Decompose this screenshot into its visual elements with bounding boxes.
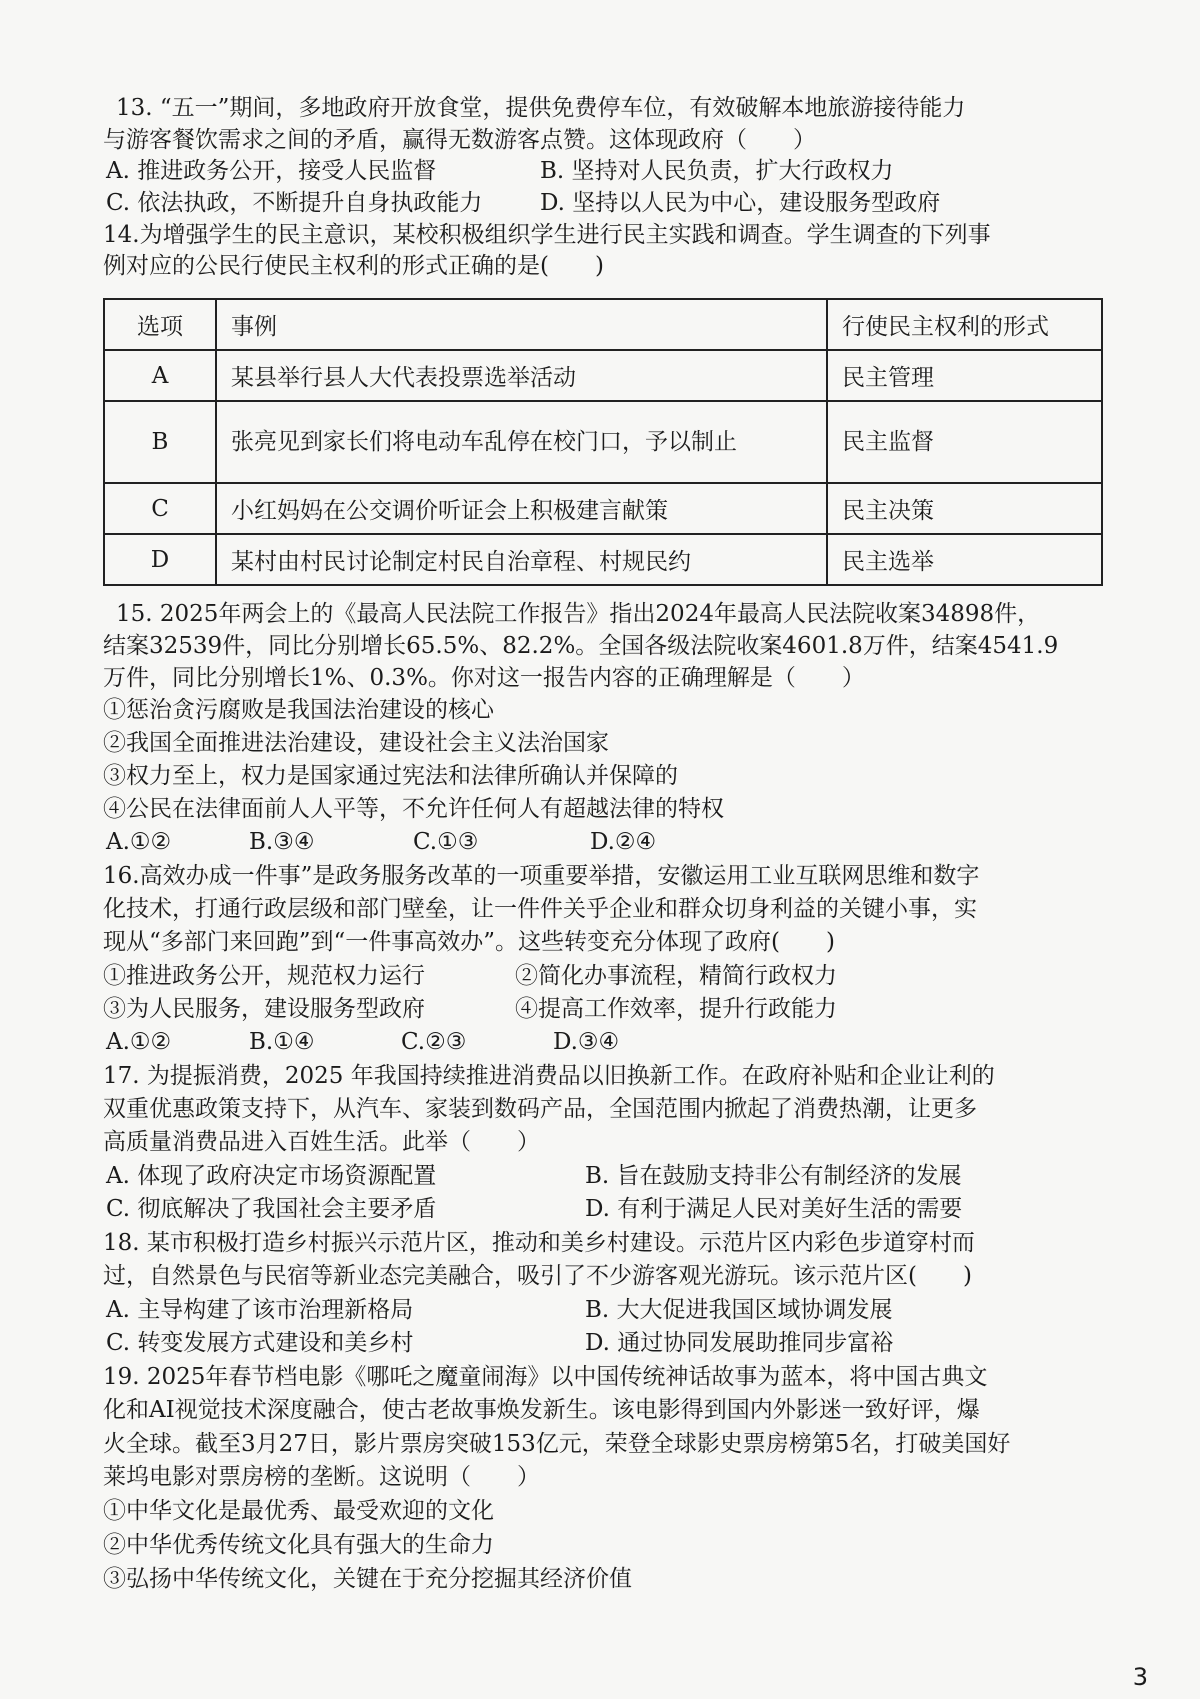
table-cell-option: A	[104, 350, 216, 401]
q15-statement-3: ③权力至上，权力是国家通过宪法和法律所确认并保障的	[103, 763, 678, 789]
table-cell-example: 小红妈妈在公交调价听证会上积极建言献策	[216, 483, 827, 534]
q13-option-b: B. 坚持对人民负责，扩大行政权力	[540, 158, 894, 184]
q15-statement-4: ④公民在法律面前人人平等，不允许任何人有超越法律的特权	[103, 796, 724, 822]
q15-option-d: D.②④	[590, 829, 657, 855]
q15-option-c: C.①③	[413, 829, 479, 855]
table-row	[104, 483, 1102, 534]
q17-option-a: A. 体现了政府决定市场资源配置	[106, 1163, 437, 1189]
table-cell-option: B	[104, 401, 216, 483]
table-header-example: 事例	[216, 299, 827, 350]
q19-stem-line-2: 化和AI视觉技术深度融合，使古老故事焕发新生。该电影得到国内外影迷一致好评，爆	[103, 1397, 980, 1423]
q18-option-d: D. 通过协同发展助推同步富裕	[585, 1330, 894, 1356]
q16-option-a: A.①②	[106, 1029, 172, 1055]
q19-statement-3: ③弘扬中华传统文化，关键在于充分挖掘其经济价值	[103, 1566, 632, 1592]
q15-stem-line-2: 结案32539件，同比分别增长65.5%、82.2%。全国各级法院收案4601.8万件，结案4541.9	[103, 633, 1059, 659]
q15-statement-1: ①惩治贪污腐败是我国法治建设的核心	[103, 697, 494, 723]
q13-option-c: C. 依法执政，不断提升自身执政能力	[106, 190, 483, 216]
q15-option-b: B.③④	[249, 829, 315, 855]
q17-option-d: D. 有利于满足人民对美好生活的需要	[585, 1196, 963, 1222]
q15-stem-line-1: 15. 2025年两会上的《最高人民法院工作报告》指出2024年最高人民法院收案34898件，	[116, 601, 1041, 627]
q15-option-a: A.①②	[106, 829, 172, 855]
q16-statement-4: ④提高工作效率，提升行政能力	[515, 996, 837, 1022]
table-row	[104, 350, 1102, 401]
q16-option-b: B.①④	[249, 1029, 315, 1055]
table-cell-option: C	[104, 483, 216, 534]
table-cell-example: 某村由村民讨论制定村民自治章程、村规民约	[216, 534, 827, 585]
q17-stem-line-3: 高质量消费品进入百姓生活。此举（ ）	[103, 1129, 540, 1155]
q18-stem-line-2: 过，自然景色与民宿等新业态完美融合，吸引了不少游客观光游玩。该示范片区( )	[103, 1263, 972, 1289]
q16-option-c: C.②③	[401, 1029, 467, 1055]
table-cell-form: 民主选举	[827, 534, 1102, 585]
q13-stem-line-1: 13. “五一”期间，多地政府开放食堂，提供免费停车位，有效破解本地旅游接待能力	[116, 95, 966, 121]
q15-statement-2: ②我国全面推进法治建设，建设社会主义法治国家	[103, 730, 609, 756]
q16-statement-1: ①推进政务公开，规范权力运行	[103, 963, 425, 989]
table-row	[104, 534, 1102, 585]
q19-statement-1: ①中华文化是最优秀、最受欢迎的文化	[103, 1498, 494, 1524]
q18-option-c: C. 转变发展方式建设和美乡村	[106, 1330, 414, 1356]
q19-stem-line-4: 莱坞电影对票房榜的垄断。这说明（ ）	[103, 1464, 540, 1490]
q13-option-a: A. 推进政务公开，接受人民监督	[106, 158, 437, 184]
q16-option-d: D.③④	[553, 1029, 620, 1055]
q14-stem-line-2: 例对应的公民行使民主权利的形式正确的是( )	[103, 253, 604, 279]
q19-stem-line-3: 火全球。截至3月27日，影片票房突破153亿元，荣登全球影史票房榜第5名，打破美国好	[103, 1431, 1011, 1457]
q16-stem-line-1: 16.高效办成一件事”是政务服务改革的一项重要举措，安徽运用工业互联网思维和数字	[103, 863, 980, 889]
table-header-row	[104, 299, 1102, 350]
q17-stem-line-1: 17. 为提振消费，2025 年我国持续推进消费品以旧换新工作。在政府补贴和企业让利的	[103, 1063, 995, 1089]
q17-option-c: C. 彻底解决了我国社会主要矛盾	[106, 1196, 437, 1222]
q16-stem-line-2: 化技术，打通行政层级和部门壁垒，让一件件关乎企业和群众切身利益的关键小事，实	[103, 896, 977, 922]
table-cell-option: D	[104, 534, 216, 585]
q14-table	[103, 298, 1103, 586]
q16-statement-3: ③为人民服务，建设服务型政府	[103, 996, 425, 1022]
table-header-option: 选项	[104, 299, 216, 350]
table-cell-form: 民主监督	[827, 401, 1102, 483]
table-cell-example: 张亮见到家长们将电动车乱停在校门口，予以制止	[216, 401, 827, 483]
q14-stem-line-1: 14.为增强学生的民主意识，某校积极组织学生进行民主实践和调查。学生调查的下列事	[103, 222, 991, 248]
table-cell-example: 某县举行县人大代表投票选举活动	[216, 350, 827, 401]
q13-stem-line-2: 与游客餐饮需求之间的矛盾，赢得无数游客点赞。这体现政府（ ）	[103, 127, 816, 153]
page-number: 3	[1132, 1663, 1148, 1691]
q19-statement-2: ②中华优秀传统文化具有强大的生命力	[103, 1532, 494, 1558]
q13-option-d: D. 坚持以人民为中心，建设服务型政府	[540, 190, 941, 216]
table-cell-form: 民主决策	[827, 483, 1102, 534]
q17-option-b: B. 旨在鼓励支持非公有制经济的发展	[585, 1163, 962, 1189]
q15-stem-line-3: 万件，同比分别增长1%、0.3%。你对这一报告内容的正确理解是（ ）	[103, 665, 865, 691]
q19-stem-line-1: 19. 2025年春节档电影《哪吒之魔童闹海》以中国传统神话故事为蓝本，将中国古典文	[103, 1364, 988, 1390]
table-header-form: 行使民主权利的形式	[827, 299, 1102, 350]
q16-stem-line-3: 现从“多部门来回跑”到“一件事高效办”。这些转变充分体现了政府( )	[103, 929, 835, 955]
q18-option-a: A. 主导构建了该市治理新格局	[106, 1297, 414, 1323]
q17-stem-line-2: 双重优惠政策支持下，从汽车、家装到数码产品，全国范围内掀起了消费热潮，让更多	[103, 1096, 977, 1122]
q18-option-b: B. 大大促进我国区域协调发展	[585, 1297, 893, 1323]
q18-stem-line-1: 18. 某市积极打造乡村振兴示范片区，推动和美乡村建设。示范片区内彩色步道穿村而	[103, 1230, 975, 1256]
table-row	[104, 401, 1102, 483]
q16-statement-2: ②简化办事流程，精简行政权力	[515, 963, 837, 989]
table-cell-form: 民主管理	[827, 350, 1102, 401]
